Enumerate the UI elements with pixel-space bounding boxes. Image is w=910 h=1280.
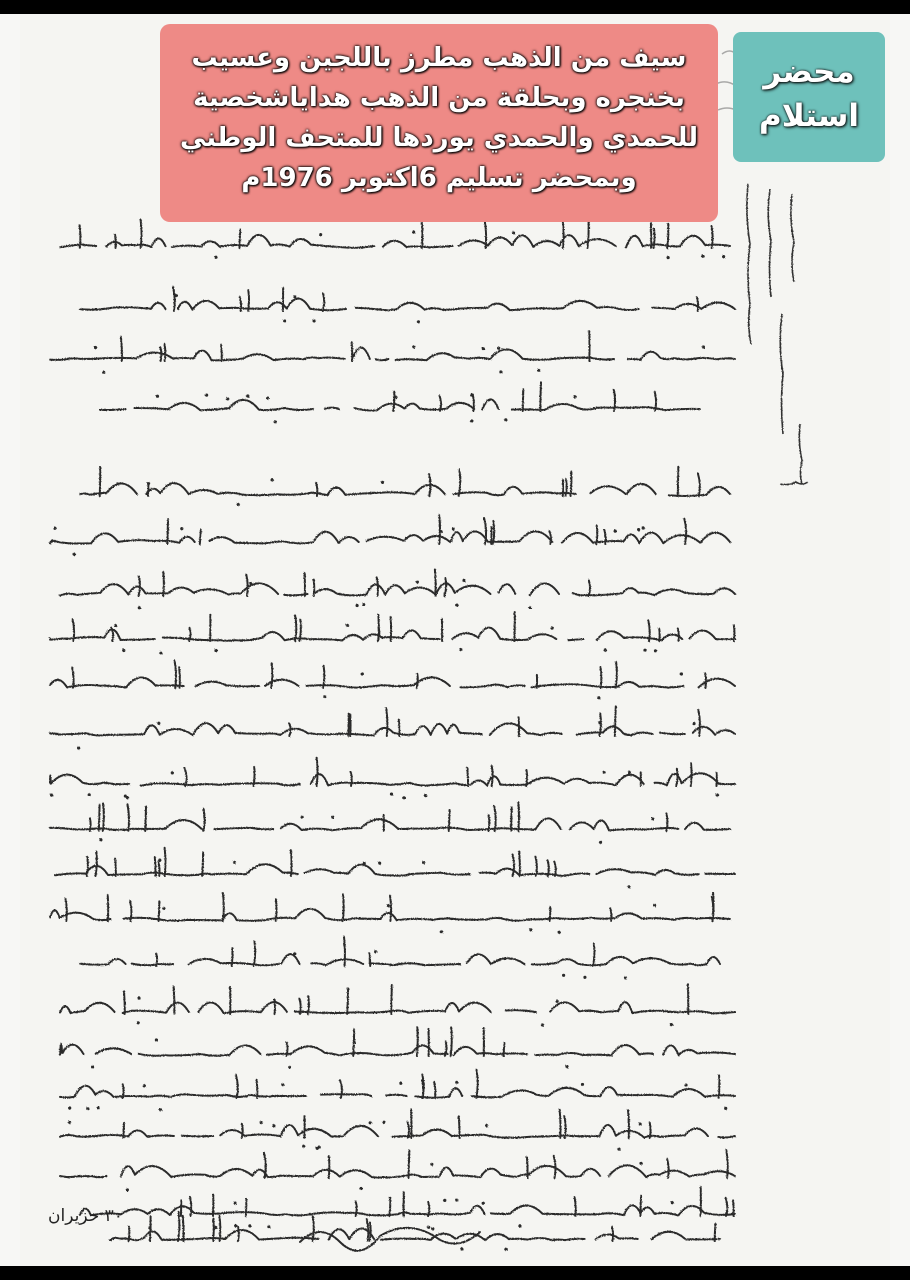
handwritten-stroke	[411, 1109, 412, 1138]
handwritten-stroke	[439, 515, 440, 544]
handwritten-dot	[504, 418, 507, 421]
handwritten-dot	[260, 1121, 263, 1124]
handwritten-stroke	[399, 720, 400, 736]
handwritten-dot	[604, 648, 607, 651]
handwritten-stroke	[141, 220, 142, 248]
handwritten-stroke	[719, 1075, 720, 1098]
handwritten-dot	[455, 604, 458, 607]
handwritten-dot	[427, 1226, 430, 1229]
handwritten-stroke	[678, 629, 679, 642]
handwritten-stroke	[115, 859, 116, 877]
handwritten-stroke	[601, 667, 602, 688]
handwritten-dot	[637, 528, 640, 531]
handwritten-stroke	[314, 579, 315, 596]
handwritten-stroke	[165, 848, 166, 876]
caption-line-2: بخنجره وبحلقة من الذهب هداياشخصية	[193, 83, 685, 113]
handwritten-dot	[246, 394, 249, 397]
handwritten-dot	[482, 1202, 485, 1205]
handwritten-stroke	[610, 908, 611, 921]
handwritten-stroke	[640, 1196, 641, 1216]
handwritten-stroke	[348, 714, 349, 736]
footer-date: ٣٠ حزيران	[48, 1206, 123, 1226]
handwritten-dot	[430, 1163, 433, 1166]
handwritten-stroke	[343, 894, 344, 921]
handwritten-stroke	[129, 1227, 130, 1241]
handwritten-stroke	[202, 853, 203, 876]
handwritten-stroke	[99, 805, 100, 832]
handwritten-stroke	[100, 467, 101, 496]
handwritten-stroke	[148, 484, 149, 496]
handwritten-dot	[452, 527, 455, 530]
handwritten-stroke	[150, 1216, 151, 1241]
handwritten-dot	[267, 1225, 270, 1228]
handwritten-stroke	[123, 1084, 124, 1098]
handwritten-stroke	[575, 1197, 576, 1216]
handwritten-stroke	[422, 220, 423, 248]
handwritten-stroke	[344, 937, 345, 966]
handwritten-dot	[387, 904, 390, 907]
handwritten-dot	[99, 838, 102, 841]
handwritten-dot	[361, 672, 364, 675]
bottom-bar	[0, 1266, 910, 1280]
handwritten-dot	[654, 649, 657, 652]
handwritten-dot	[562, 974, 565, 977]
handwritten-dot	[518, 1224, 521, 1227]
handwritten-stroke	[503, 1043, 504, 1056]
handwritten-dot	[360, 1187, 363, 1190]
handwritten-dot	[288, 1066, 291, 1069]
handwritten-stroke	[417, 1027, 418, 1056]
handwritten-dot	[512, 231, 515, 234]
handwritten-dot	[266, 397, 269, 400]
handwritten-dot	[440, 930, 443, 933]
handwritten-dot	[422, 861, 425, 864]
handwritten-dot	[639, 1123, 642, 1126]
handwritten-dot	[583, 976, 586, 979]
handwritten-dot	[390, 793, 393, 796]
handwritten-stroke	[124, 991, 125, 1014]
handwritten-stroke	[123, 1123, 124, 1138]
handwritten-dot	[460, 1247, 463, 1250]
handwritten-dot	[627, 885, 630, 888]
handwritten-dot	[603, 771, 606, 774]
handwritten-dot	[499, 370, 502, 373]
document-frame	[0, 14, 910, 1266]
handwritten-stroke	[588, 220, 589, 249]
handwritten-dot	[97, 1106, 100, 1109]
handwritten-stroke	[242, 1124, 243, 1138]
handwritten-dot	[459, 648, 462, 651]
handwritten-stroke	[223, 893, 224, 921]
handwritten-stroke	[390, 896, 391, 921]
handwritten-stroke	[691, 763, 692, 786]
handwritten-stroke	[145, 806, 146, 831]
handwritten-dot	[670, 1023, 673, 1026]
handwritten-dot	[274, 420, 277, 423]
handwritten-dot	[684, 1084, 687, 1087]
handwritten-dot	[667, 256, 670, 259]
handwritten-stroke	[712, 226, 713, 248]
handwritten-dot	[701, 255, 704, 258]
handwritten-dot	[301, 816, 304, 819]
handwritten-stroke	[678, 467, 679, 496]
handwritten-stroke	[650, 1123, 651, 1138]
handwritten-stroke	[232, 948, 233, 966]
handwritten-stroke	[514, 612, 515, 641]
handwritten-dot	[692, 722, 695, 725]
handwritten-dot	[382, 1121, 385, 1124]
handwritten-dot	[137, 1021, 140, 1024]
handwritten-dot	[643, 649, 646, 652]
handwritten-dot	[162, 907, 165, 910]
handwritten-stroke	[473, 394, 474, 411]
handwritten-stroke	[183, 1216, 184, 1241]
handwritten-dot	[443, 1199, 446, 1202]
handwritten-stroke	[369, 953, 370, 966]
handwritten-dot	[470, 394, 473, 397]
handwritten-stroke	[174, 987, 175, 1015]
handwritten-dot	[302, 1145, 305, 1148]
handwritten-stroke	[329, 1156, 330, 1178]
handwritten-stroke	[571, 472, 572, 497]
handwritten-stroke	[286, 1043, 287, 1057]
handwritten-stroke	[370, 1223, 371, 1242]
handwritten-stroke	[467, 768, 468, 786]
handwritten-dot	[293, 295, 296, 298]
handwritten-dot	[551, 627, 554, 630]
handwritten-dot	[248, 1224, 251, 1227]
handwritten-dot	[599, 841, 602, 844]
handwritten-dot	[319, 233, 322, 236]
handwritten-stroke	[240, 230, 241, 249]
handwritten-stroke	[628, 1110, 629, 1138]
handwritten-stroke	[158, 862, 159, 876]
handwritten-stroke	[550, 907, 551, 921]
handwritten-dot	[722, 255, 725, 258]
handwritten-dot	[573, 395, 576, 398]
handwritten-dot	[293, 952, 296, 955]
handwritten-stroke	[159, 901, 160, 921]
handwritten-stroke	[393, 392, 394, 411]
handwritten-dot	[122, 649, 125, 652]
handwritten-stroke	[540, 382, 541, 411]
handwritten-dot	[214, 1226, 217, 1229]
handwritten-dot	[362, 603, 365, 606]
handwritten-dot	[556, 1000, 559, 1003]
handwritten-stroke	[612, 1227, 613, 1241]
handwritten-dot	[214, 649, 217, 652]
handwritten-dot	[126, 1188, 129, 1191]
handwritten-dot	[234, 1202, 237, 1205]
handwritten-stroke	[156, 954, 157, 966]
handwritten-dot	[114, 624, 117, 627]
handwritten-dot	[283, 319, 286, 322]
handwritten-dot	[156, 395, 159, 398]
handwritten-stroke	[163, 572, 164, 596]
handwritten-stroke	[705, 673, 706, 688]
handwritten-dot	[323, 695, 326, 698]
handwritten-dot	[271, 478, 274, 481]
handwritten-dot	[175, 294, 178, 297]
handwritten-dot	[363, 862, 366, 865]
handwritten-dot	[431, 1227, 434, 1230]
handwritten-dot	[356, 604, 359, 607]
handwritten-stroke	[734, 625, 735, 641]
handwritten-stroke	[347, 988, 348, 1014]
handwritten-stroke	[697, 297, 698, 311]
handwritten-dot	[88, 793, 91, 796]
handwritten-dot	[157, 722, 160, 725]
handwritten-dot	[402, 796, 405, 799]
handwritten-stroke	[80, 225, 81, 248]
handwritten-stroke	[713, 893, 714, 921]
handwritten-dot	[412, 231, 415, 234]
handwritten-dot	[214, 256, 217, 259]
handwritten-dot	[171, 771, 174, 774]
handwritten-dot	[528, 606, 531, 609]
handwritten-stroke	[246, 1199, 247, 1216]
handwritten-dot	[346, 624, 349, 627]
handwritten-dot	[639, 1162, 642, 1165]
handwritten-dot	[331, 816, 334, 819]
handwritten-stroke	[526, 770, 527, 786]
handwritten-stroke	[168, 519, 169, 544]
handwritten-dot	[53, 527, 56, 530]
handwritten-dot	[716, 793, 719, 796]
handwritten-dot	[470, 419, 473, 422]
handwritten-stroke	[108, 895, 109, 921]
handwritten-dot	[651, 817, 654, 820]
handwritten-dot	[504, 1248, 507, 1251]
handwritten-stroke	[519, 852, 520, 877]
handwritten-dot	[598, 721, 601, 724]
handwritten-dot	[702, 345, 705, 348]
handwritten-dot	[68, 1121, 71, 1124]
tag-line-1: محضر	[763, 54, 855, 90]
handwritten-dot	[73, 553, 76, 556]
handwritten-dot	[143, 1084, 146, 1087]
handwritten-stroke	[155, 857, 156, 876]
handwritten-dot	[159, 651, 162, 654]
handwritten-stroke	[308, 996, 309, 1014]
handwritten-stroke	[615, 706, 616, 736]
handwritten-stroke	[518, 802, 519, 831]
handwritten-dot	[237, 503, 240, 506]
handwritten-dot	[617, 1148, 620, 1151]
handwritten-stroke	[493, 521, 494, 544]
handwritten-stroke	[604, 530, 605, 544]
handwritten-dot	[412, 345, 415, 348]
handwritten-stroke	[523, 389, 524, 411]
handwritten-dot	[440, 530, 443, 533]
handwritten-dot	[272, 1124, 275, 1127]
handwritten-stroke	[200, 530, 201, 544]
handwritten-dot	[369, 1121, 372, 1124]
handwritten-dot	[624, 976, 627, 979]
caption-line-1: سيف من الذهب مطرز باللجين وعسيب	[191, 43, 687, 73]
handwritten-stroke	[417, 674, 418, 688]
handwritten-stroke	[459, 1116, 460, 1138]
handwritten-dot	[138, 606, 141, 609]
handwritten-dot	[399, 1082, 402, 1085]
handwritten-stroke	[654, 229, 655, 249]
handwritten-dot	[180, 527, 183, 530]
handwritten-dot	[462, 579, 465, 582]
handwritten-dot	[485, 1124, 488, 1127]
receipt-tag	[733, 32, 885, 162]
handwritten-dot	[316, 1147, 319, 1150]
handwritten-stroke	[422, 1080, 423, 1098]
handwritten-stroke	[560, 1110, 561, 1138]
handwritten-stroke	[160, 347, 161, 361]
handwritten-stroke	[256, 1080, 257, 1098]
handwritten-stroke	[389, 1198, 390, 1216]
handwritten-dot	[86, 1107, 89, 1110]
handwritten-dot	[158, 859, 161, 862]
handwritten-stroke	[667, 224, 668, 248]
handwritten-stroke	[254, 767, 255, 786]
caption-line-3: للحمدي والحمدي يوردها للمتحف الوطني	[179, 123, 699, 153]
handwritten-stroke	[90, 818, 91, 831]
handwritten-stroke	[276, 899, 277, 921]
handwritten-dot	[233, 861, 236, 864]
handwritten-dot	[155, 1038, 158, 1041]
handwritten-stroke	[488, 815, 489, 831]
handwritten-dot	[529, 928, 532, 931]
handwritten-dot	[497, 347, 500, 350]
handwritten-dot	[281, 1083, 284, 1086]
handwritten-stroke	[596, 526, 597, 544]
handwritten-stroke	[274, 1000, 275, 1014]
handwritten-dot	[628, 771, 631, 774]
handwritten-dot	[124, 795, 127, 798]
handwritten-stroke	[291, 850, 292, 876]
handwritten-dot	[102, 371, 105, 374]
handwritten-dot	[671, 1201, 674, 1204]
handwritten-dot	[94, 346, 97, 349]
handwritten-dot	[455, 1081, 458, 1084]
handwritten-dot	[378, 862, 381, 865]
handwritten-dot	[68, 1106, 71, 1109]
handwritten-stroke	[164, 344, 165, 361]
handwritten-stroke	[356, 1201, 357, 1216]
handwritten-stroke	[435, 570, 436, 597]
handwritten-dot	[159, 1108, 162, 1111]
handwritten-dot	[205, 394, 208, 397]
handwritten-dot	[541, 1023, 544, 1026]
handwritten-dot	[374, 950, 377, 953]
handwritten-stroke	[451, 1027, 452, 1056]
handwritten-dot	[558, 931, 561, 934]
handwritten-dot	[226, 397, 229, 400]
handwritten-dot	[50, 794, 53, 797]
handwritten-stroke	[317, 758, 318, 786]
handwritten-dot	[313, 319, 316, 322]
handwritten-stroke	[527, 1157, 528, 1178]
handwritten-stroke	[179, 667, 180, 688]
handwritten-dot	[381, 481, 384, 484]
handwritten-dot	[581, 1083, 584, 1086]
handwritten-stroke	[240, 297, 241, 311]
handwritten-dot	[91, 1065, 94, 1068]
handwritten-dot	[724, 1107, 727, 1110]
handwritten-dot	[147, 482, 150, 485]
handwritten-dot	[137, 997, 140, 1000]
handwritten-dot	[416, 580, 419, 583]
handwritten-dot	[353, 1041, 356, 1044]
handwritten-dot	[77, 746, 80, 749]
handwritten-dot	[597, 696, 600, 699]
handwritten-dot	[234, 1224, 237, 1227]
handwritten-stroke	[391, 985, 392, 1014]
handwritten-stroke	[378, 615, 379, 641]
handwritten-stroke	[238, 1227, 239, 1241]
handwritten-stroke	[666, 813, 667, 831]
handwritten-dot	[424, 794, 427, 797]
handwritten-dot	[680, 672, 683, 675]
handwritten-dot	[455, 1198, 458, 1201]
handwritten-dot	[249, 582, 252, 585]
tag-line-2: استلام	[758, 98, 860, 134]
handwritten-stroke	[733, 1200, 734, 1216]
handwritten-stroke	[219, 1216, 220, 1241]
handwritten-dot	[642, 527, 645, 530]
handwritten-stroke	[103, 803, 104, 831]
handwritten-stroke	[87, 857, 88, 876]
handwritten-dot	[537, 369, 540, 372]
handwritten-stroke	[221, 345, 222, 361]
handwritten-stroke	[563, 222, 564, 248]
handwritten-dot	[417, 320, 420, 323]
handwritten-dot	[565, 1065, 568, 1068]
handwritten-stroke	[449, 810, 450, 831]
caption-line-4: وبمحضر تسليم 6اكتوبر 1976م	[241, 163, 637, 193]
handwritten-stroke	[409, 1151, 410, 1179]
handwritten-dot	[614, 530, 617, 533]
handwritten-stroke	[492, 766, 493, 786]
handwritten-dot	[394, 396, 397, 399]
handwritten-dot	[653, 904, 656, 907]
handwritten-stroke	[115, 235, 116, 248]
handwritten-stroke	[511, 807, 512, 831]
handwritten-dot	[482, 347, 485, 350]
handwritten-stroke	[248, 290, 249, 311]
caption-box	[160, 24, 718, 222]
handwritten-stroke	[121, 337, 122, 361]
handwritten-stroke	[715, 1224, 716, 1241]
